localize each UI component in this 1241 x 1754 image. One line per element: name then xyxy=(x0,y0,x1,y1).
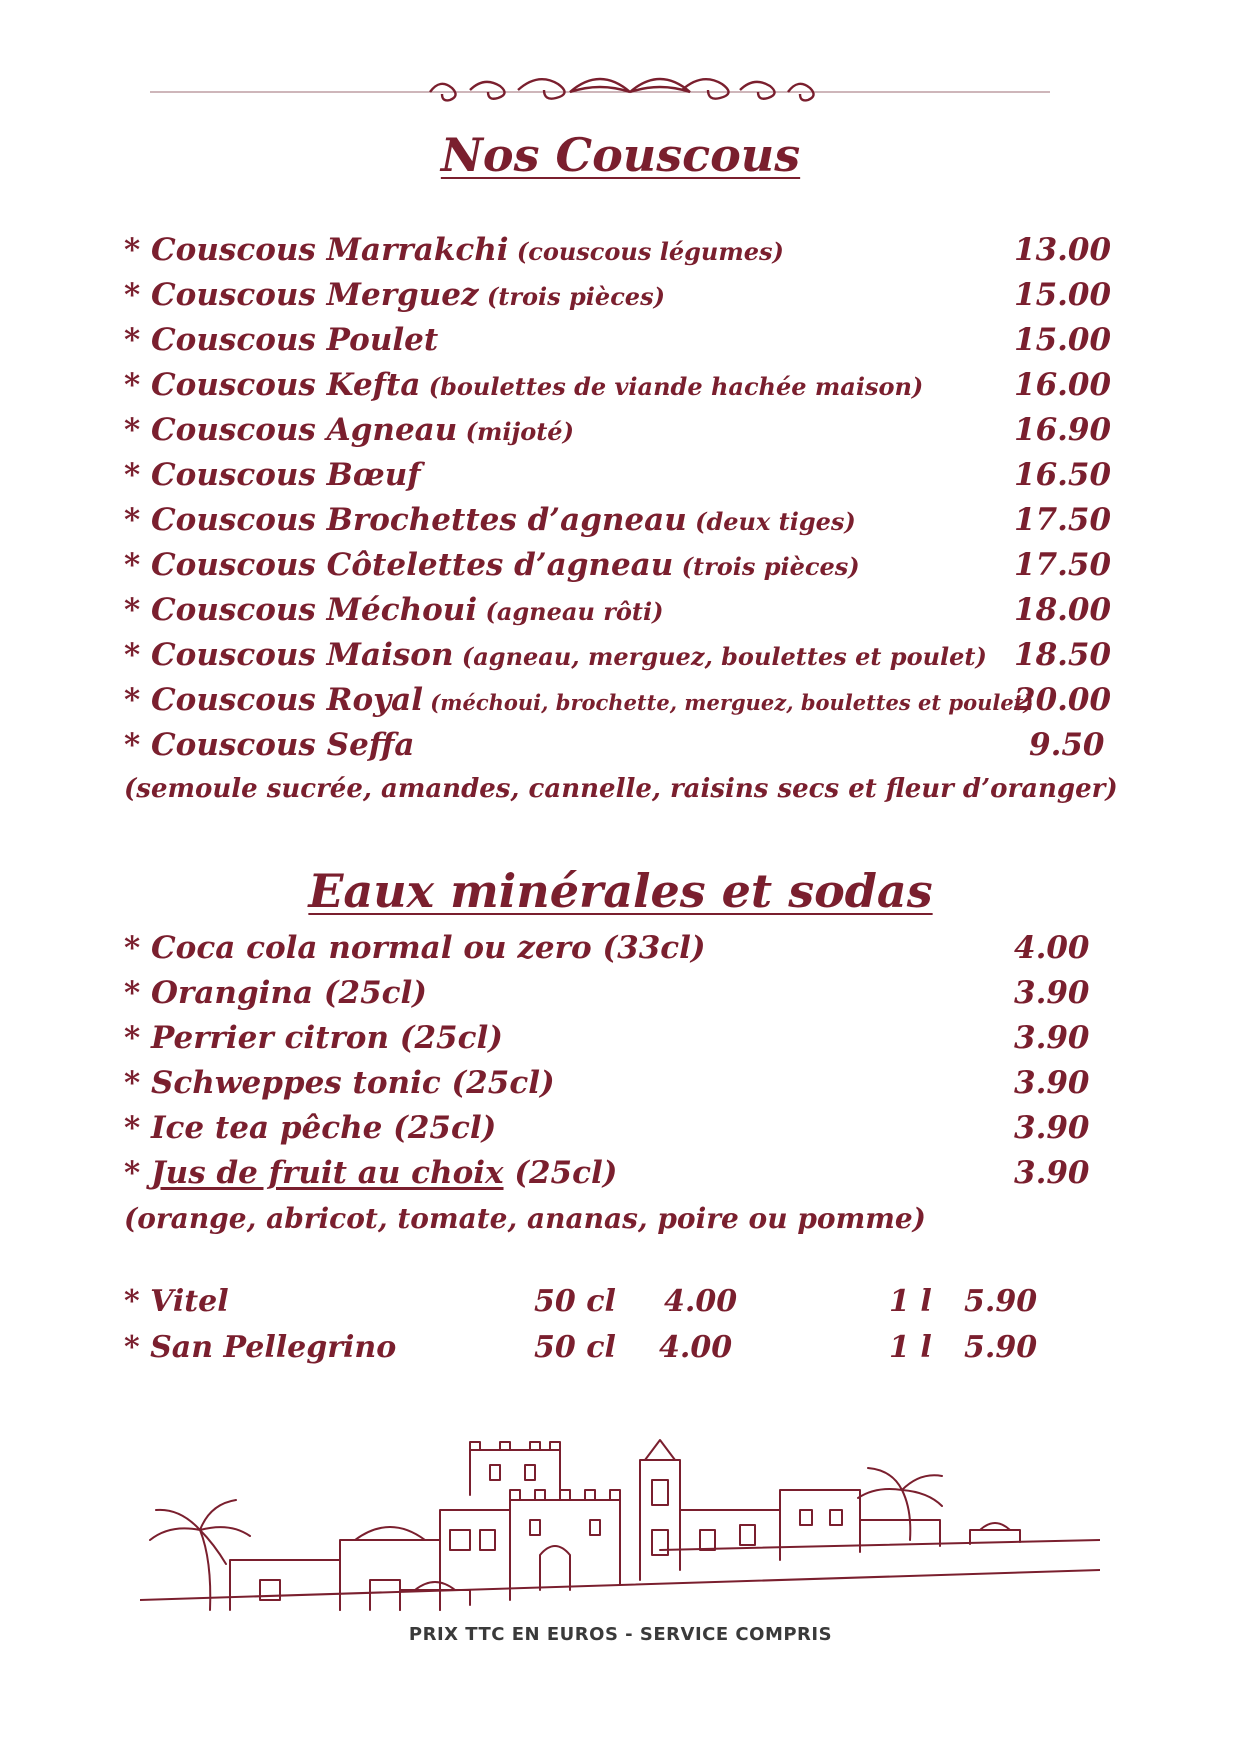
price: 3.90 xyxy=(1014,1155,1090,1191)
price: 20.00 xyxy=(1014,682,1112,718)
menu-item: * Couscous Royal (méchoui, brochette, merguez, boulettes et poulet) 20.00 xyxy=(124,682,1112,718)
water-row: * San Pellegrino 50 cl 4.00 1 l 5.90 xyxy=(124,1330,1038,1365)
menu-item: * Orangina (25cl) 3.90 xyxy=(124,975,1090,1011)
menu-item: * Couscous Agneau (mijoté) 16.90 xyxy=(124,412,1112,448)
price: 16.00 xyxy=(1014,367,1112,403)
price: 3.90 xyxy=(1014,1110,1090,1146)
drinks-title: Eaux minérales et sodas xyxy=(308,864,933,918)
seffa-note: (semoule sucrée, amandes, cannelle, raisins secs et fleur d’oranger) xyxy=(124,774,1118,804)
menu-item: * Couscous Merguez (trois pièces) 15.00 xyxy=(124,277,1112,313)
menu-item: * Perrier citron (25cl) 3.90 xyxy=(124,1020,1090,1056)
menu-item: * Couscous Bœuf 16.50 xyxy=(124,457,1112,493)
price: 17.50 xyxy=(1014,502,1112,538)
price: 16.50 xyxy=(1014,457,1112,493)
menu-item: * Ice tea pêche (25cl) 3.90 xyxy=(124,1110,1090,1146)
town-sketch-illustration xyxy=(140,1420,1100,1620)
juice-name: Jus de fruit au choix xyxy=(151,1155,504,1191)
couscous-title: Nos Couscous xyxy=(440,128,801,182)
price: 16.90 xyxy=(1014,412,1112,448)
ornament-divider xyxy=(150,70,1050,110)
price: 18.00 xyxy=(1014,592,1112,628)
menu-item: * Schweppes tonic (25cl) 3.90 xyxy=(124,1065,1090,1101)
menu-item: * Couscous Brochettes d’agneau (deux tiges) 17.50 xyxy=(124,502,1112,538)
price: 18.50 xyxy=(1014,637,1112,673)
price: 17.50 xyxy=(1014,547,1112,583)
menu-item: * Couscous Maison (agneau, merguez, boulettes et poulet) 18.50 xyxy=(124,637,1112,673)
price: 15.00 xyxy=(1014,277,1112,313)
menu-item: * Couscous Poulet 15.00 xyxy=(124,322,1112,358)
price: 13.00 xyxy=(1014,232,1112,268)
menu-item: * Coca cola normal ou zero (33cl) 4.00 xyxy=(124,930,1090,966)
price: 9.50 xyxy=(1029,727,1105,763)
price: 15.00 xyxy=(1014,322,1112,358)
menu-item: * Couscous Seffa 9.50 xyxy=(124,727,1105,763)
menu-item: * Couscous Côtelettes d’agneau (trois pièces) 17.50 xyxy=(124,547,1112,583)
price: 3.90 xyxy=(1014,1020,1090,1056)
juice-note: (orange, abricot, tomate, ananas, poire ou pomme) xyxy=(124,1202,926,1235)
menu-item: * Jus de fruit au choix (25cl) 3.90 xyxy=(124,1155,1090,1191)
menu-item: * Couscous Kefta (boulettes de viande hachée maison) 16.00 xyxy=(124,367,1112,403)
price: 3.90 xyxy=(1014,1065,1090,1101)
menu-item: * Couscous Marrakchi (couscous légumes) 13.00 xyxy=(124,232,1112,268)
footer-note: PRIX TTC EN EUROS - SERVICE COMPRIS xyxy=(408,1624,833,1645)
price: 3.90 xyxy=(1014,975,1090,1011)
water-row: * Vitel 50 cl 4.00 1 l 5.90 xyxy=(124,1284,1038,1319)
menu-item: * Couscous Méchoui (agneau rôti) 18.00 xyxy=(124,592,1112,628)
price: 4.00 xyxy=(1014,930,1090,966)
